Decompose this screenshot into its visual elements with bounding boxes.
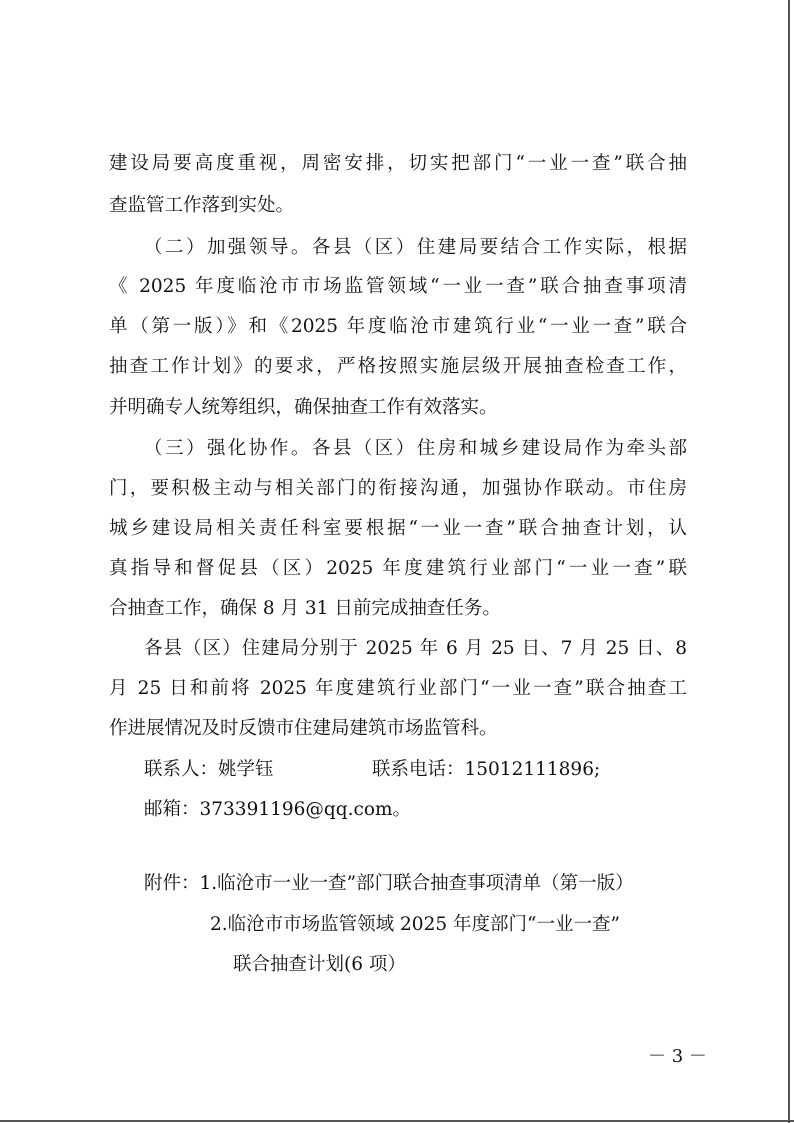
paragraph-line: 抽查工作计划》的要求，严格按照实施层级开展抽查检查工作，	[109, 356, 687, 377]
attachment-item-2-continued: 联合抽查计划(6 项）	[233, 954, 406, 975]
paragraph-line: 门，要积极主动与相关部门的衔接沟通，加强协作联动。市住房	[109, 478, 687, 499]
paragraph-line: 月 25 日和前将 2025 年度建筑行业部门“一业一查”联合抽查工	[109, 678, 687, 699]
paragraph-line: 《 2025 年度临沧市市场监管领域“一业一查”联合抽查事项清	[109, 276, 687, 297]
attachment-item-1: 附件：1.临沧市一业一查”部门联合抽查事项清单（第一版）	[144, 873, 634, 894]
paragraph-line: 城乡建设局相关责任科室要根据“一业一查”联合抽查计划，认	[109, 518, 687, 539]
paragraph-line: 各县（区）住建局分别于 2025 年 6 月 25 日、7 月 25 日、8	[144, 638, 687, 659]
page-border-bottom	[0, 1120, 794, 1122]
paragraph-line: 合抽查工作，确保 8 月 31 日前完成抽查任务。	[109, 598, 501, 619]
contact-person: 联系人：姚学钰	[144, 759, 274, 780]
paragraph-line: （二）加强领导。各县（区）住建局要结合工作实际，根据	[144, 237, 687, 258]
paragraph-line: 建设局要高度重视，周密安排，切实把部门“一业一查”联合抽	[109, 153, 687, 174]
attachment-item-2: 2.临沧市市场监管领域 2025 年度部门“一业一查”	[210, 914, 620, 935]
paragraph-line: 查监管工作落到实处。	[109, 195, 295, 216]
paragraph-line: 并明确专人统筹组织，确保抽查工作有效落实。	[109, 397, 498, 418]
paragraph-line: 真指导和督促县（区）2025 年度建筑行业部门“一业一查”联	[109, 558, 687, 579]
paragraph-line: 作进展情况及时反馈市住建局建筑市场监管科。	[109, 718, 498, 739]
contact-email: 邮箱：373391196@qq.com。	[144, 799, 412, 820]
page-number: － 3 －	[648, 1046, 707, 1067]
page-border-right	[788, 0, 790, 1123]
paragraph-line: 单（第一版）》和《2025 年度临沧市建筑行业“一业一查”联合	[109, 316, 687, 337]
paragraph-line: （三）强化协作。各县（区）住房和城乡建设局作为牵头部	[144, 438, 687, 459]
contact-phone: 联系电话：15012111896;	[372, 759, 601, 780]
